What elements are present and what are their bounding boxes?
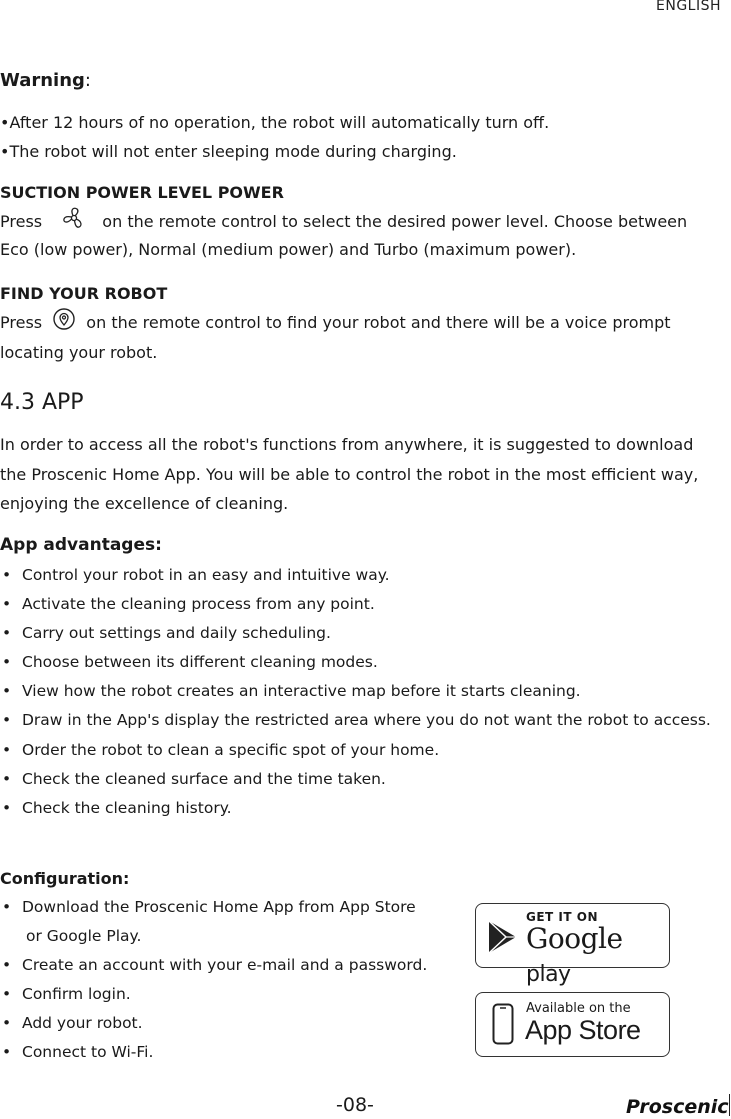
brand-name: Proscenic: [626, 1096, 729, 1118]
language-label: ENGLISH: [656, 0, 722, 14]
warning-line-1: •After 12 hours of no operation, the robot will automatically turn off.: [0, 113, 550, 132]
suction-title: SUCTION POWER LEVEL POWER: [0, 183, 284, 202]
page-number: -08-: [336, 1094, 374, 1116]
list-item-continuation: or Google Play.: [26, 927, 142, 946]
configuration-title: Configuration:: [0, 869, 130, 888]
list-item: • Create an account with your e-mail and a password.: [2, 956, 428, 975]
list-item: • Order the robot to clean a specific spot of your home.: [2, 740, 440, 759]
list-item: • Carry out settings and daily scheduling.: [2, 624, 331, 643]
list-item: • Confirm login.: [2, 985, 131, 1004]
configuration-list: [0, 893, 427, 1068]
google-badge-title: Google play: [526, 922, 623, 987]
google-badge-caption: GET IT ON: [526, 910, 598, 924]
apple-badge-caption: Available on the: [526, 1001, 631, 1016]
footer-divider: [729, 1094, 730, 1116]
app-intro-line-3: enjoying the excellence of cleaning.: [0, 494, 289, 513]
apple-logo-icon: [492, 1003, 514, 1049]
list-item: • Connect to Wi-Fi.: [2, 1043, 154, 1062]
find-line-2: locating your robot.: [0, 343, 158, 362]
app-intro-line-1: In order to access all the robot's functions from anywhere, it is suggested to download: [0, 435, 694, 454]
proscenic-logo-icon: [626, 1096, 729, 1118]
list-item: • Control your robot in an easy and intuitive way.: [2, 566, 390, 584]
list-item: • Check the cleaned surface and the time taken.: [2, 769, 386, 788]
list-item: • View how the robot creates an interactive map before it starts cleaning.: [2, 682, 581, 701]
google-play-badge[interactable]: [475, 903, 670, 987]
list-item: • Download the Proscenic Home App from App Store: [2, 898, 416, 916]
apple-badge-title: App Store: [525, 1015, 641, 1045]
warning-line-2: •The robot will not enter sleeping mode during charging.: [0, 142, 457, 161]
list-item: • Choose between its different cleaning modes.: [2, 653, 378, 672]
advantages-list: [0, 561, 712, 823]
suction-line-1: Press on the remote control to select the desired power level. Choose between: [0, 206, 687, 239]
suction-line-2: Eco (low power), Normal (medium power) and Turbo (maximum power).: [0, 240, 577, 259]
find-line-1: Press on the remote control to find your robot and there will be a voice prompt: [0, 308, 671, 339]
app-intro-line-2: the Proscenic Home App. You will be able to control the robot in the most efficient way,: [0, 465, 699, 484]
locate-pin-icon: [53, 308, 75, 339]
list-item: • Add your robot.: [2, 1014, 143, 1033]
list-item: • Check the cleaning history.: [2, 798, 232, 817]
list-item: • Draw in the App's display the restricted area where you do not want the robot to access.: [2, 711, 711, 730]
app-section-title: 4.3 APP: [0, 390, 84, 415]
warning-title: Warning:: [0, 70, 91, 91]
find-title: FIND YOUR ROBOT: [0, 284, 168, 303]
app-store-badge[interactable]: [475, 992, 670, 1057]
google-play-logo-icon: [486, 919, 520, 959]
advantages-title: App advantages:: [0, 535, 162, 555]
list-item: • Activate the cleaning process from any point.: [2, 595, 375, 614]
